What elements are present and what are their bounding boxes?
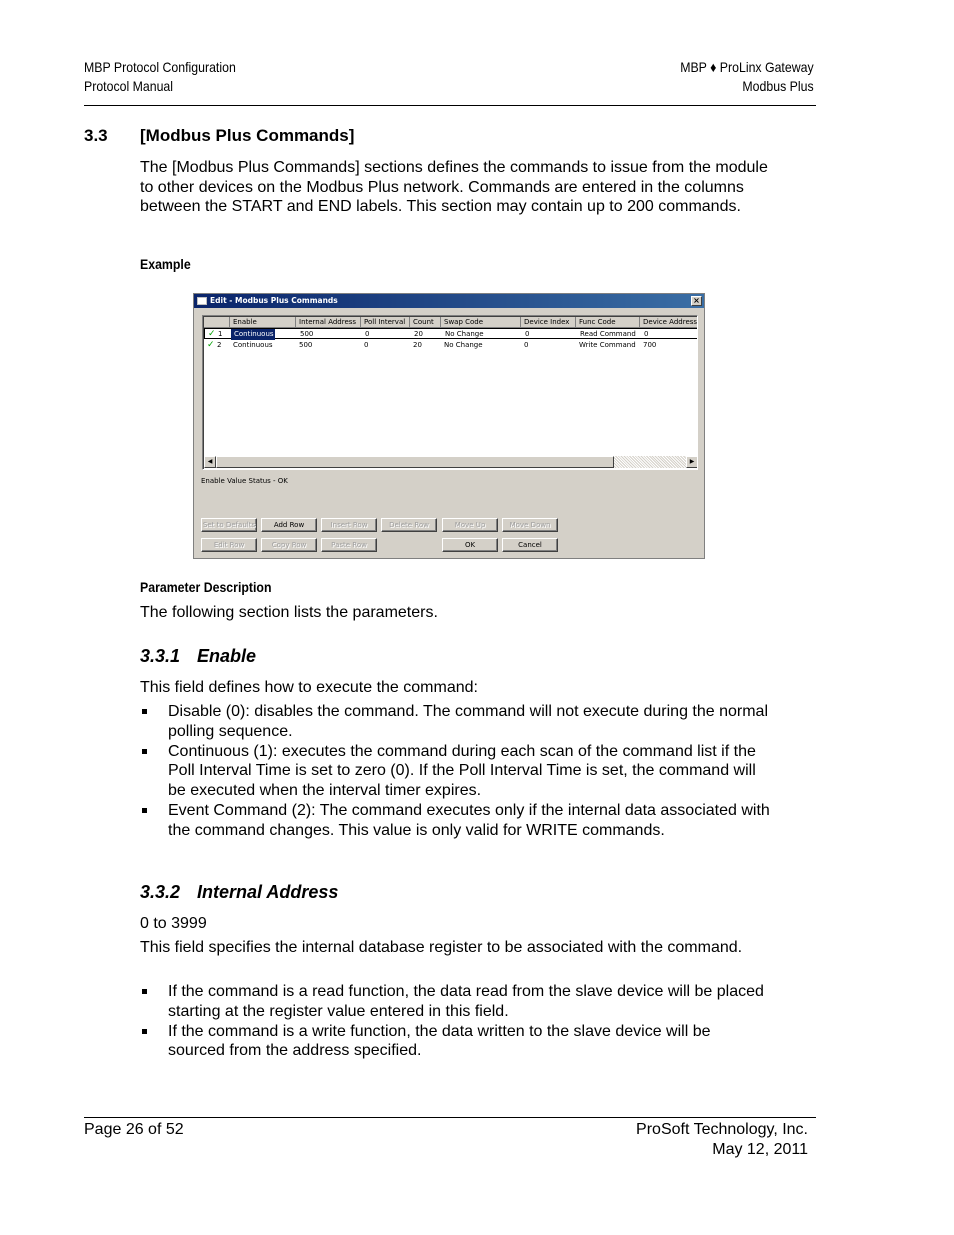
row-number-header bbox=[204, 317, 230, 328]
list-item: If the command is a read function, the data read from the slave device will be placed starting at the register value entered in this field. bbox=[140, 982, 770, 1021]
list-item: Disable (0): disables the command. The command will not execute during the normal polling sequence. bbox=[140, 702, 770, 741]
edit-commands-dialog bbox=[193, 293, 705, 559]
row-number: 1 bbox=[218, 330, 223, 338]
list-item: If the command is a write function, the data written to the slave device will be sourced from the address specified. bbox=[140, 1022, 770, 1061]
publish-date: May 12, 2011 bbox=[712, 1141, 808, 1158]
bullet-icon bbox=[142, 749, 147, 754]
ok-button[interactable]: OK bbox=[442, 538, 498, 552]
section-number: 3.3 bbox=[84, 126, 108, 145]
section-heading bbox=[84, 126, 354, 146]
delete-row-button[interactable]: Delete Row bbox=[381, 518, 437, 532]
move-down-button[interactable]: Move Down bbox=[502, 518, 558, 532]
set-defaults-button[interactable]: Set to Defaults bbox=[201, 518, 257, 532]
example-label: Example bbox=[140, 256, 191, 272]
subsection-heading-internal-address bbox=[140, 882, 338, 903]
page-number: Page 26 of 52 bbox=[84, 1121, 184, 1138]
cell-enable[interactable]: Continuous bbox=[231, 329, 275, 340]
product-subtitle: Modbus Plus bbox=[742, 78, 814, 94]
enable-bullet-list bbox=[140, 702, 770, 841]
subsection-number: 3.3.1 bbox=[140, 646, 181, 666]
column-header-internal-address[interactable]: Internal Address bbox=[296, 317, 361, 328]
section-title: [Modbus Plus Commands] bbox=[140, 126, 355, 145]
header-rule bbox=[84, 105, 816, 106]
horizontal-scrollbar[interactable] bbox=[204, 456, 698, 468]
cell-internal-address[interactable]: 500 bbox=[299, 341, 313, 349]
column-header-swap-code[interactable]: Swap Code bbox=[441, 317, 521, 328]
footer-rule bbox=[84, 1117, 816, 1118]
cell-device-address[interactable]: 700 bbox=[643, 341, 657, 349]
bullet-icon bbox=[142, 1029, 147, 1034]
dialog-title: Edit - Modbus Plus Commands bbox=[210, 296, 338, 305]
subsection-title: Enable bbox=[197, 646, 257, 666]
subsection-title: Internal Address bbox=[197, 882, 339, 902]
column-header-count[interactable]: Count bbox=[410, 317, 441, 328]
add-row-button[interactable]: Add Row bbox=[261, 518, 317, 532]
edit-row-button[interactable]: Edit Row bbox=[201, 538, 257, 552]
cell-count[interactable]: 20 bbox=[414, 330, 423, 338]
table-row[interactable] bbox=[204, 328, 698, 339]
column-header-device-address[interactable]: Device Address bbox=[640, 317, 698, 328]
dialog-title-bar bbox=[194, 294, 704, 308]
close-icon[interactable]: × bbox=[691, 296, 702, 306]
internal-address-range: 0 to 3999 bbox=[140, 915, 207, 932]
move-up-button[interactable]: Move Up bbox=[442, 518, 498, 532]
product-name: MBP ♦ ProLinx Gateway bbox=[680, 59, 814, 75]
grid-header bbox=[204, 317, 698, 328]
scroll-right-icon[interactable]: ▶ bbox=[686, 456, 698, 468]
header-right bbox=[681, 58, 814, 96]
bullet-icon bbox=[142, 808, 147, 813]
list-item: Event Command (2): The command executes only if the internal data associated with the command changes. This value is only valid for WRITE commands. bbox=[140, 801, 770, 840]
check-icon: ✓ bbox=[207, 340, 215, 350]
column-header-enable[interactable]: Enable bbox=[230, 317, 296, 328]
column-header-poll-interval[interactable]: Poll Interval bbox=[361, 317, 410, 328]
bullet-icon bbox=[142, 709, 147, 714]
cell-device-index[interactable]: 0 bbox=[524, 341, 529, 349]
insert-row-button[interactable]: Insert Row bbox=[321, 518, 377, 532]
list-item: Continuous (1): executes the command during each scan of the command list if the Poll Interval Time is set to zero (0). If the Poll Interval Time is set, the command will be executed when the interval timer expires. bbox=[140, 742, 770, 801]
status-text: Enable Value Status - OK bbox=[201, 477, 288, 485]
table-row[interactable] bbox=[204, 340, 698, 351]
enable-intro: This field defines how to execute the command: bbox=[140, 679, 478, 696]
cell-func-code[interactable]: Write Command bbox=[579, 341, 636, 349]
cell-swap-code[interactable]: No Change bbox=[444, 341, 483, 349]
parameter-description-text: The following section lists the parameters. bbox=[140, 604, 438, 621]
internal-address-intro: This field specifies the internal database register to be associated with the command. bbox=[140, 939, 743, 956]
parameter-description-label: Parameter Description bbox=[140, 579, 272, 595]
internal-address-bullet-list bbox=[140, 982, 770, 1061]
bullet-icon bbox=[142, 989, 147, 994]
cell-device-index[interactable]: 0 bbox=[525, 330, 530, 338]
cancel-button[interactable]: Cancel bbox=[502, 538, 558, 552]
subsection-heading-enable bbox=[140, 646, 256, 667]
doc-title: MBP Protocol Configuration bbox=[84, 59, 236, 75]
paste-row-button[interactable]: Paste Row bbox=[321, 538, 377, 552]
scroll-left-icon[interactable]: ◀ bbox=[204, 456, 216, 468]
footer-right bbox=[636, 1120, 808, 1160]
cell-swap-code[interactable]: No Change bbox=[445, 330, 484, 338]
scroll-thumb[interactable] bbox=[216, 456, 614, 468]
window-icon bbox=[197, 297, 207, 305]
cell-device-address[interactable]: 0 bbox=[644, 330, 649, 338]
copy-row-button[interactable]: Copy Row bbox=[261, 538, 317, 552]
section-intro: The [Modbus Plus Commands] sections defines the commands to issue from the module to other devices on the Modbus Plus network. Commands are entered in the columns between the START and END labels. This section may contain up to 200 commands. bbox=[140, 159, 768, 216]
cell-poll-interval[interactable]: 0 bbox=[365, 330, 370, 338]
check-icon: ✓ bbox=[208, 329, 216, 339]
row-number: 2 bbox=[217, 341, 222, 349]
cell-count[interactable]: 20 bbox=[413, 341, 422, 349]
cell-internal-address[interactable]: 500 bbox=[300, 330, 314, 338]
cell-enable[interactable]: Continuous bbox=[233, 341, 273, 349]
column-header-func-code[interactable]: Func Code bbox=[576, 317, 640, 328]
cell-poll-interval[interactable]: 0 bbox=[364, 341, 369, 349]
header-left bbox=[84, 58, 236, 96]
column-header-device-index[interactable]: Device Index bbox=[521, 317, 576, 328]
commands-grid[interactable] bbox=[202, 315, 698, 470]
subsection-number: 3.3.2 bbox=[140, 882, 181, 902]
scroll-track[interactable] bbox=[614, 456, 686, 468]
cell-func-code[interactable]: Read Command bbox=[580, 330, 636, 338]
doc-subtitle: Protocol Manual bbox=[84, 78, 174, 94]
company-name: ProSoft Technology, Inc. bbox=[636, 1121, 808, 1138]
